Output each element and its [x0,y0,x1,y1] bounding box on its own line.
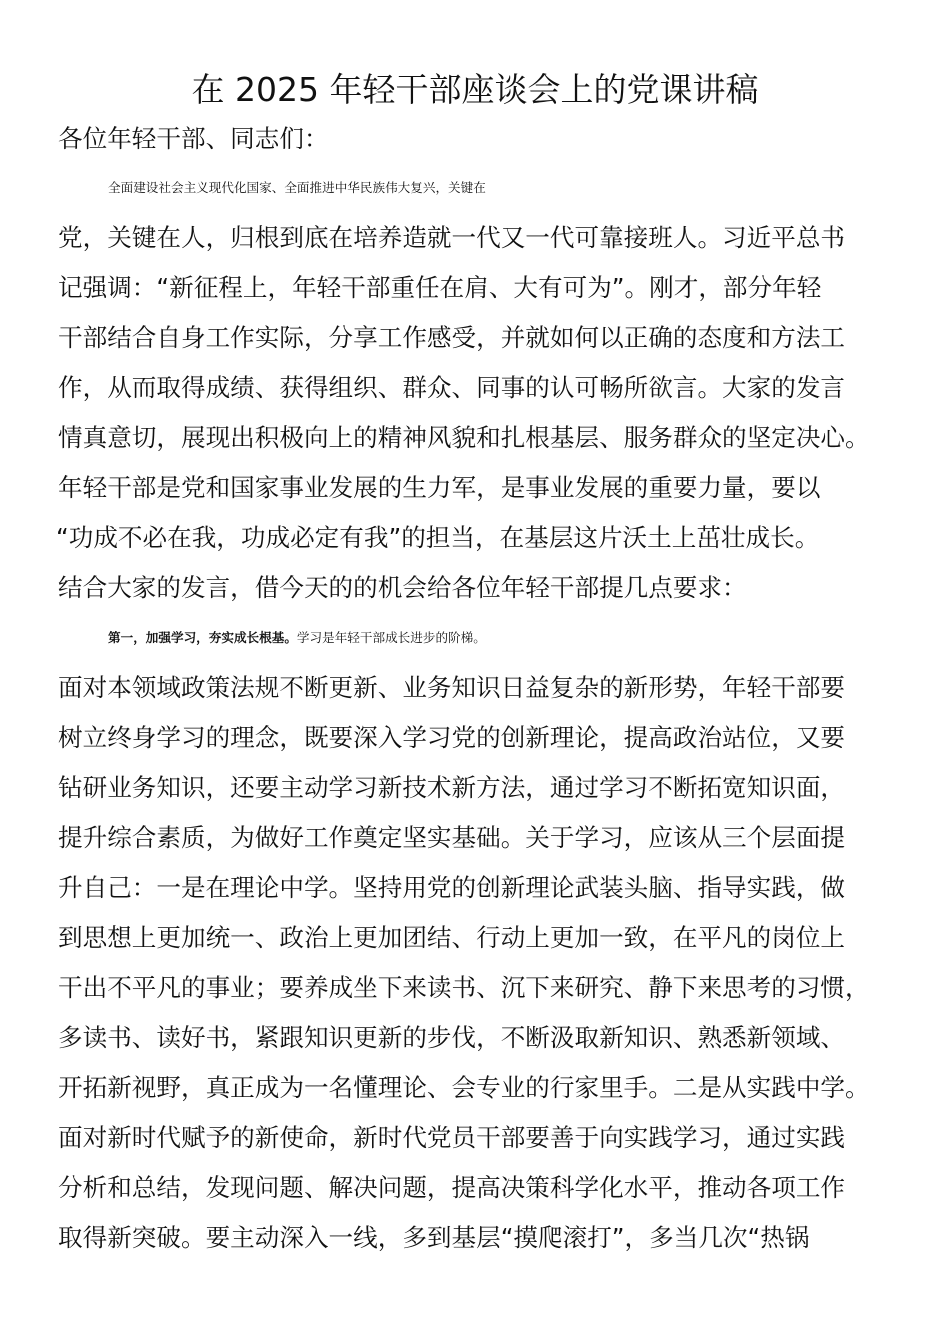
paragraph-line: 升自己：一是在理论中学。坚持用党的创新理论武装头脑、指导实践，做 [58,873,846,902]
paragraph-line: 提升综合素质，为做好工作奠定坚实基础。关于学习，应该从三个层面提 [58,823,846,852]
paragraph-line: 面对本领域政策法规不断更新、业务知识日益复杂的新形势，年轻干部要 [58,673,846,702]
paragraph-line: 情真意切，展现出积极向上的精神风貌和扎根基层、服务群众的坚定决心。 [58,423,870,452]
paragraph-line: 干出不平凡的事业；要养成坐下来读书、沉下来研究、静下来思考的习惯， [58,973,870,1002]
paragraph-line: 树立终身学习的理念，既要深入学习党的创新理论，提高政治站位，又要 [58,723,846,752]
paragraph-line: 分析和总结，发现问题、解决问题，提高决策科学化水平，推动各项工作 [58,1173,846,1202]
section-heading-continuation: 学习是年轻干部成长进步的阶梯。 [296,630,486,645]
paragraph-line: 党，关键在人，归根到底在培养造就一代又一代可靠接班人。习近平总书 [58,223,846,252]
paragraph-line: 结合大家的发言，借今天的的机会给各位年轻干部提几点要求： [58,573,747,602]
salutation: 各位年轻干部、同志们： [58,124,329,153]
paragraph-line: 干部结合自身工作实际，分享工作感受，并就如何以正确的态度和方法工 [58,323,846,352]
paragraph-line: 多读书、读好书，紧跟知识更新的步伐，不断汲取新知识、熟悉新领域、 [58,1023,846,1052]
paragraph-line: 全面建设社会主义现代化国家、全面推进中华民族伟大复兴，关键在 [108,180,486,195]
section-first-line [108,620,948,656]
paragraph-line: 记强调：“新征程上，年轻干部重任在肩、大有可为”。刚才，部分年轻 [58,273,822,302]
paragraph-line: 到思想上更加统一、政治上更加团结、行动上更加一致，在平凡的岗位上 [58,923,846,952]
paragraph-line: 面对新时代赋予的新使命，新时代党员干部要善于向实践学习，通过实践 [58,1123,846,1152]
paragraph-line: 作，从而取得成绩、获得组织、群众、同事的认可畅所欲言。大家的发言 [58,373,846,402]
paragraph-line: 钻研业务知识，还要主动学习新技术新方法，通过学习不断拓宽知识面， [58,773,846,802]
paragraph-line: 取得新突破。要主动深入一线，多到基层“摸爬滚打”，多当几次“热锅 [58,1223,810,1252]
section-heading: 第一，加强学习，夯实成长根基。 [108,630,297,645]
paragraph-line: “功成不必在我，功成必定有我”的担当，在基层这片沃土上茁壮成长。 [56,523,820,552]
paragraph-line: 年轻干部是党和国家事业发展的生力军，是事业发展的重要力量，要以 [58,473,821,502]
page-title: 在 2025 年轻干部座谈会上的党课讲稿 [191,70,759,109]
paragraph-line: 开拓新视野，真正成为一名懂理论、会专业的行家里手。二是从实践中学。 [58,1073,870,1102]
